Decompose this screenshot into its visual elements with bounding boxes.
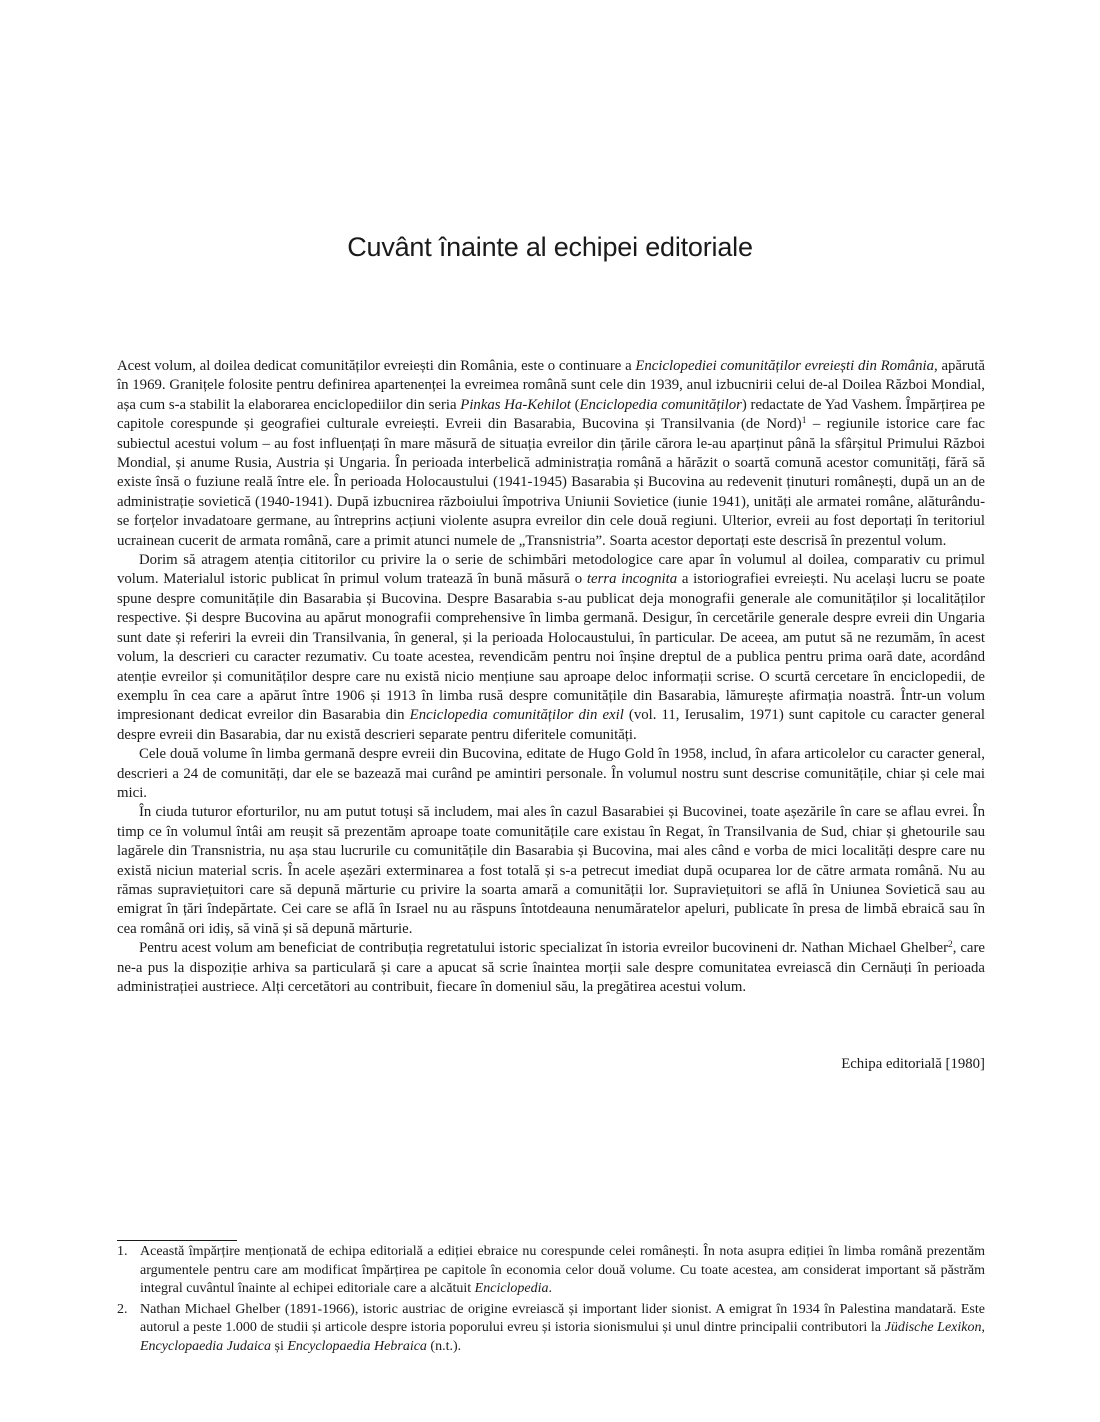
- paragraph-3: Cele două volume în limba germană despre evreii din Bucovina, editate de Hugo Gold în 1958, includ, în afara articolelor cu caracter general, descrieri a 24 de comunități, dar ele se bazează mai curând pe amintiri personale. În volumul nostru sunt descrise comunitățile, chiar și cele mai mici.: [117, 746, 985, 801]
- p1-italic-f: Enciclopedia comunităților: [579, 396, 742, 413]
- p1-text-a: Acest volum, al doilea dedicat comunităților evreiești din România, este o continuare a: [117, 358, 636, 374]
- fn2-italic-f: Encyclopaedia Hebraica: [287, 1338, 427, 1354]
- p1-italic-b: Enciclopediei comunităților evreiești din România: [635, 358, 935, 374]
- fn2-text-c: ,: [981, 1320, 985, 1336]
- footnote-ref-1[interactable]: 1: [801, 416, 807, 427]
- p2-italic-d: Enciclopedia comunităților din exil: [409, 707, 624, 724]
- paragraph-1: [117, 357, 985, 551]
- fn2-text-e: și: [271, 1338, 288, 1354]
- p1-text-g: ) redactate de Yad Vashem. Împărțirea pe capitole corespunde și geografiei culturale evreiești. Evreii din Basarabia, Bucovina și Transilvania (de Nord): [117, 396, 985, 433]
- footnote-2: [117, 1301, 985, 1357]
- page-title: Cuvânt înainte al echipei editoriale: [347, 232, 753, 262]
- footnote-ref-2[interactable]: 2: [948, 940, 953, 951]
- footnote-number: 2.: [117, 1301, 128, 1317]
- p2-italic-b: terra incognita: [586, 571, 678, 588]
- footnote-divider: [117, 1240, 237, 1241]
- p1-text-h: – regiunile istorice care fac subiectul acestui volum – au fost influențați în mare măsură de situația evreilor din țările cărora le-au aparținut până la sfârșitul Primului Război Mondial, și anume Rusia, Austria și Ungaria. În perioada interbelică administrația română a hărăzit o soartă comună acestor comunități, fără să existe însă o fuziune reală între ele. În perioada Holocaustului (1941-1945) Basarabia și Bucovina au redevenit ținuturi românești, după un an de administrație sovietică (1940-1941). După izbucnirea războiului împotriva Uniunii Sovietice (iunie 1941), unități ale armatei române, alăturându-se forțelor invadatoare germane, au întreprins acțiuni violente asupra evreilor din cele două regiuni. Ulterior, evreii au fost deportați în teritoriul ucrainean cucerit de armata română, care a primit atunci numele de „Transnistria”. Soarta acestor deportați este descrisă în prezentul volum.: [117, 416, 985, 549]
- p2-text-e: (vol. 11, Ierusalim, 1971) sunt capitole cu caracter general despre evreii din Basarabia, dar nu există descrieri separate pentru diferitele comunități.: [117, 707, 985, 743]
- p5-text-b: , care ne-a pus la dispoziție arhiva sa particulară și care a apucat să scrie înaintea morții sale despre comunitatea evreiască din Cernăuți în perioada administrației austriece. Alți cercetători au contribuit, fiecare în domeniul său, la pregătirea acestui volum.: [117, 940, 985, 995]
- footnote-1: [117, 1243, 985, 1299]
- fn2-text-a: Nathan Michael Ghelber (1891-1966), istoric austriac de origine evreiască și important lider sionist. A emigrat în 1934 în Palestina mandatară. Este autorul a peste 1.000 de studii și articole despre istoria poporului evreu și istoria sionismului și unul dintre principalii contributori la: [140, 1301, 985, 1336]
- footnote-text: [140, 1301, 985, 1357]
- paragraph-4: În ciuda tuturor eforturilor, nu am putut totuși să includem, mai ales în cazul Basarabiei și Bucovinei, toate așezările în care se aflau evrei. În timp ce în volumul întâi am reușit să prezentăm aproape toate comunitățile care existau în Regat, în Transilvania de Sud, chiar și ghetourile sau lagărele din Transnistria, nu așa stau lucrurile cu comunitățile din Basarabia și Bucovina, mai ales când e vorba de mici localități despre care nu există niciun material scris. În acele așezări exterminarea a fost totală și s-a petrecut imediat după ocuparea lor de către armata română. Nu au rămas supraviețuitori care să depună mărturie cu privire la soarta amară a comunității lor. Supraviețuitori se află în Uniunea Sovietică sau au emigrat în țări îndepărtate. Cei care se află în Israel nu au răspuns întotdeauna nenumăratelor apeluri, publicate în presa de limbă ebraică sau în cea română ori idiș, să vină și să depună mărturie.: [117, 804, 985, 937]
- fn1-text-c: .: [548, 1281, 553, 1297]
- fn1-italic-b: Enciclopedia: [474, 1281, 549, 1297]
- fn2-italic-b: Jüdische Lexikon: [884, 1320, 982, 1336]
- fn2-italic-d: Encyclopaedia Judaica: [140, 1338, 272, 1354]
- fn1-text-a: Această împărțire menționată de echipa editorială a ediției ebraice nu corespunde celei românești. În nota asupra ediției în limba română prezentăm argumentele pentru care am modificat împărțirea pe capitole în economia celor două volume. Cu toate acestea, am considerat important să păstrăm integral cuvântul înainte al echipei editoriale care a alcătuit: [140, 1244, 985, 1297]
- p5-text-a: Pentru acest volum am beneficiat de contribuția regretatului istoric specializat în istoria evreilor bucovineni dr. Nathan Michael Ghelber: [139, 940, 948, 957]
- footnotes: [117, 1243, 985, 1359]
- p2-text-a: Dorim să atragem atenția cititorilor cu privire la o serie de schimbări metodologice care apar în volumul al doilea, comparativ cu primul volum. Materialul istoric publicat în primul volum tratează în bună măsură o: [117, 552, 985, 588]
- fn2-text-g: (n.t.).: [426, 1338, 462, 1354]
- paragraph-5: [117, 939, 985, 997]
- signature: Echipa editorială [1980]: [841, 1056, 985, 1072]
- foreword-body: [117, 357, 985, 997]
- footnote-number: 1.: [117, 1244, 128, 1259]
- p1-text-e: (: [570, 396, 580, 413]
- p1-text-c: , apărută în 1969. Granițele folosite pentru definirea apartenenței la evreimea română sunt cele din 1939, anul izbucnirii celui de-al Doilea Război Mondial, așa cum s-a stabilit la elaborarea enciclopediilor din seria: [117, 358, 986, 413]
- p2-text-c: a istoriografiei evreiești. Nu același lucru se poate spune despre comunitățile din Basarabia și Bucovina. Despre Basarabia s-au publicat deja monografii generale ale comunităților și localităților respective. Și despre Bucovina au apărut monografii comprehensive în limba germană. Desigur, în cercetările generale despre evreii din Ungaria sunt date și referiri la evreii din Transilvania, în general, și la perioada Holocaustului, în particular. De aceea, am putut să ne rezumăm, în acest volum, la descrieri cu caracter rezumativ. Cu toate acestea, revendicăm pentru noi înșine dreptul de a publica pentru prima oară date, acordând atenție evreilor și comunităților despre care nu există nicio mențiune sau aproape deloc informații scrise. O scurtă cercetare în enciclopedii, de exemplu în cea care a apărut între 1906 și 1913 în limba rusă despre comunitățile din Basarabia, lămurește afirmația noastră. Într-un volum impresionant dedicat evreilor din Basarabia din: [117, 571, 985, 724]
- paragraph-2: [117, 551, 985, 745]
- p1-italic-d: Pinkas Ha-Kehilot: [460, 396, 571, 413]
- footnote-text: [140, 1243, 985, 1299]
